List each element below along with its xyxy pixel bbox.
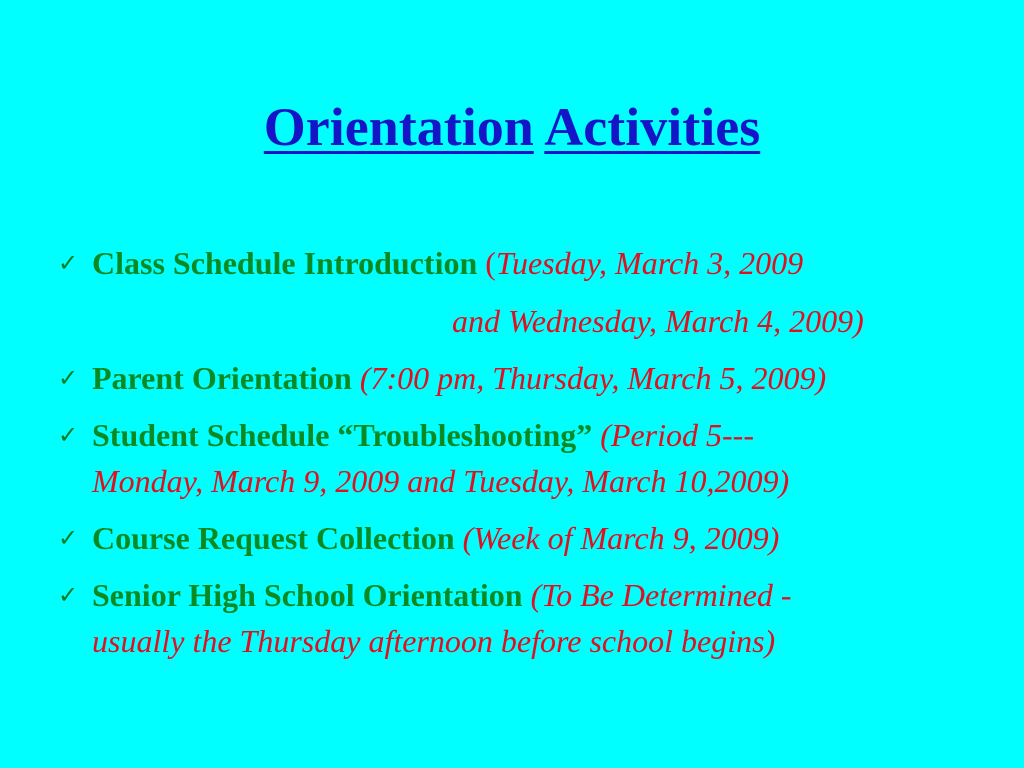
list-item <box>58 240 1013 344</box>
item-label: Student Schedule “Troubleshooting” <box>92 417 593 453</box>
title-word-activities: Activities <box>544 97 761 157</box>
title-gap <box>534 97 545 157</box>
item-label: Parent Orientation <box>92 360 352 396</box>
item-detail: (7:00 pm, Thursday, March 5, 2009) <box>359 360 827 396</box>
check-icon: ✓ <box>58 249 79 277</box>
item-detail-line2: and Wednesday, March 4, 2009) <box>452 303 864 339</box>
check-icon: ✓ <box>58 581 79 609</box>
item-detail-line1: (Period 5--- <box>600 417 754 453</box>
list-item <box>58 355 1013 401</box>
item-label: Senior High School Orientation <box>92 577 523 613</box>
check-icon: ✓ <box>58 524 79 552</box>
list-item <box>58 515 1013 561</box>
title-word-orientation: Orientation <box>263 97 534 157</box>
item-detail-line1: (To Be Determined - <box>530 577 792 613</box>
slide-title <box>0 97 1024 157</box>
item-detail: (Week of March 9, 2009) <box>462 520 780 556</box>
check-icon: ✓ <box>58 421 79 449</box>
activity-list <box>58 240 1013 675</box>
item-label: Course Request Collection <box>92 520 455 556</box>
item-detail-line1: Tuesday, March 3, 2009 <box>495 245 804 281</box>
list-item <box>58 412 1013 504</box>
list-item <box>58 572 1013 664</box>
item-paren: ( <box>485 245 496 281</box>
check-icon: ✓ <box>58 364 79 392</box>
item-label: Class Schedule Introduction <box>92 245 478 281</box>
item-detail-line2: usually the Thursday afternoon before school begins) <box>92 623 776 659</box>
item-detail-line2: Monday, March 9, 2009 and Tuesday, March 10,2009) <box>92 463 790 499</box>
